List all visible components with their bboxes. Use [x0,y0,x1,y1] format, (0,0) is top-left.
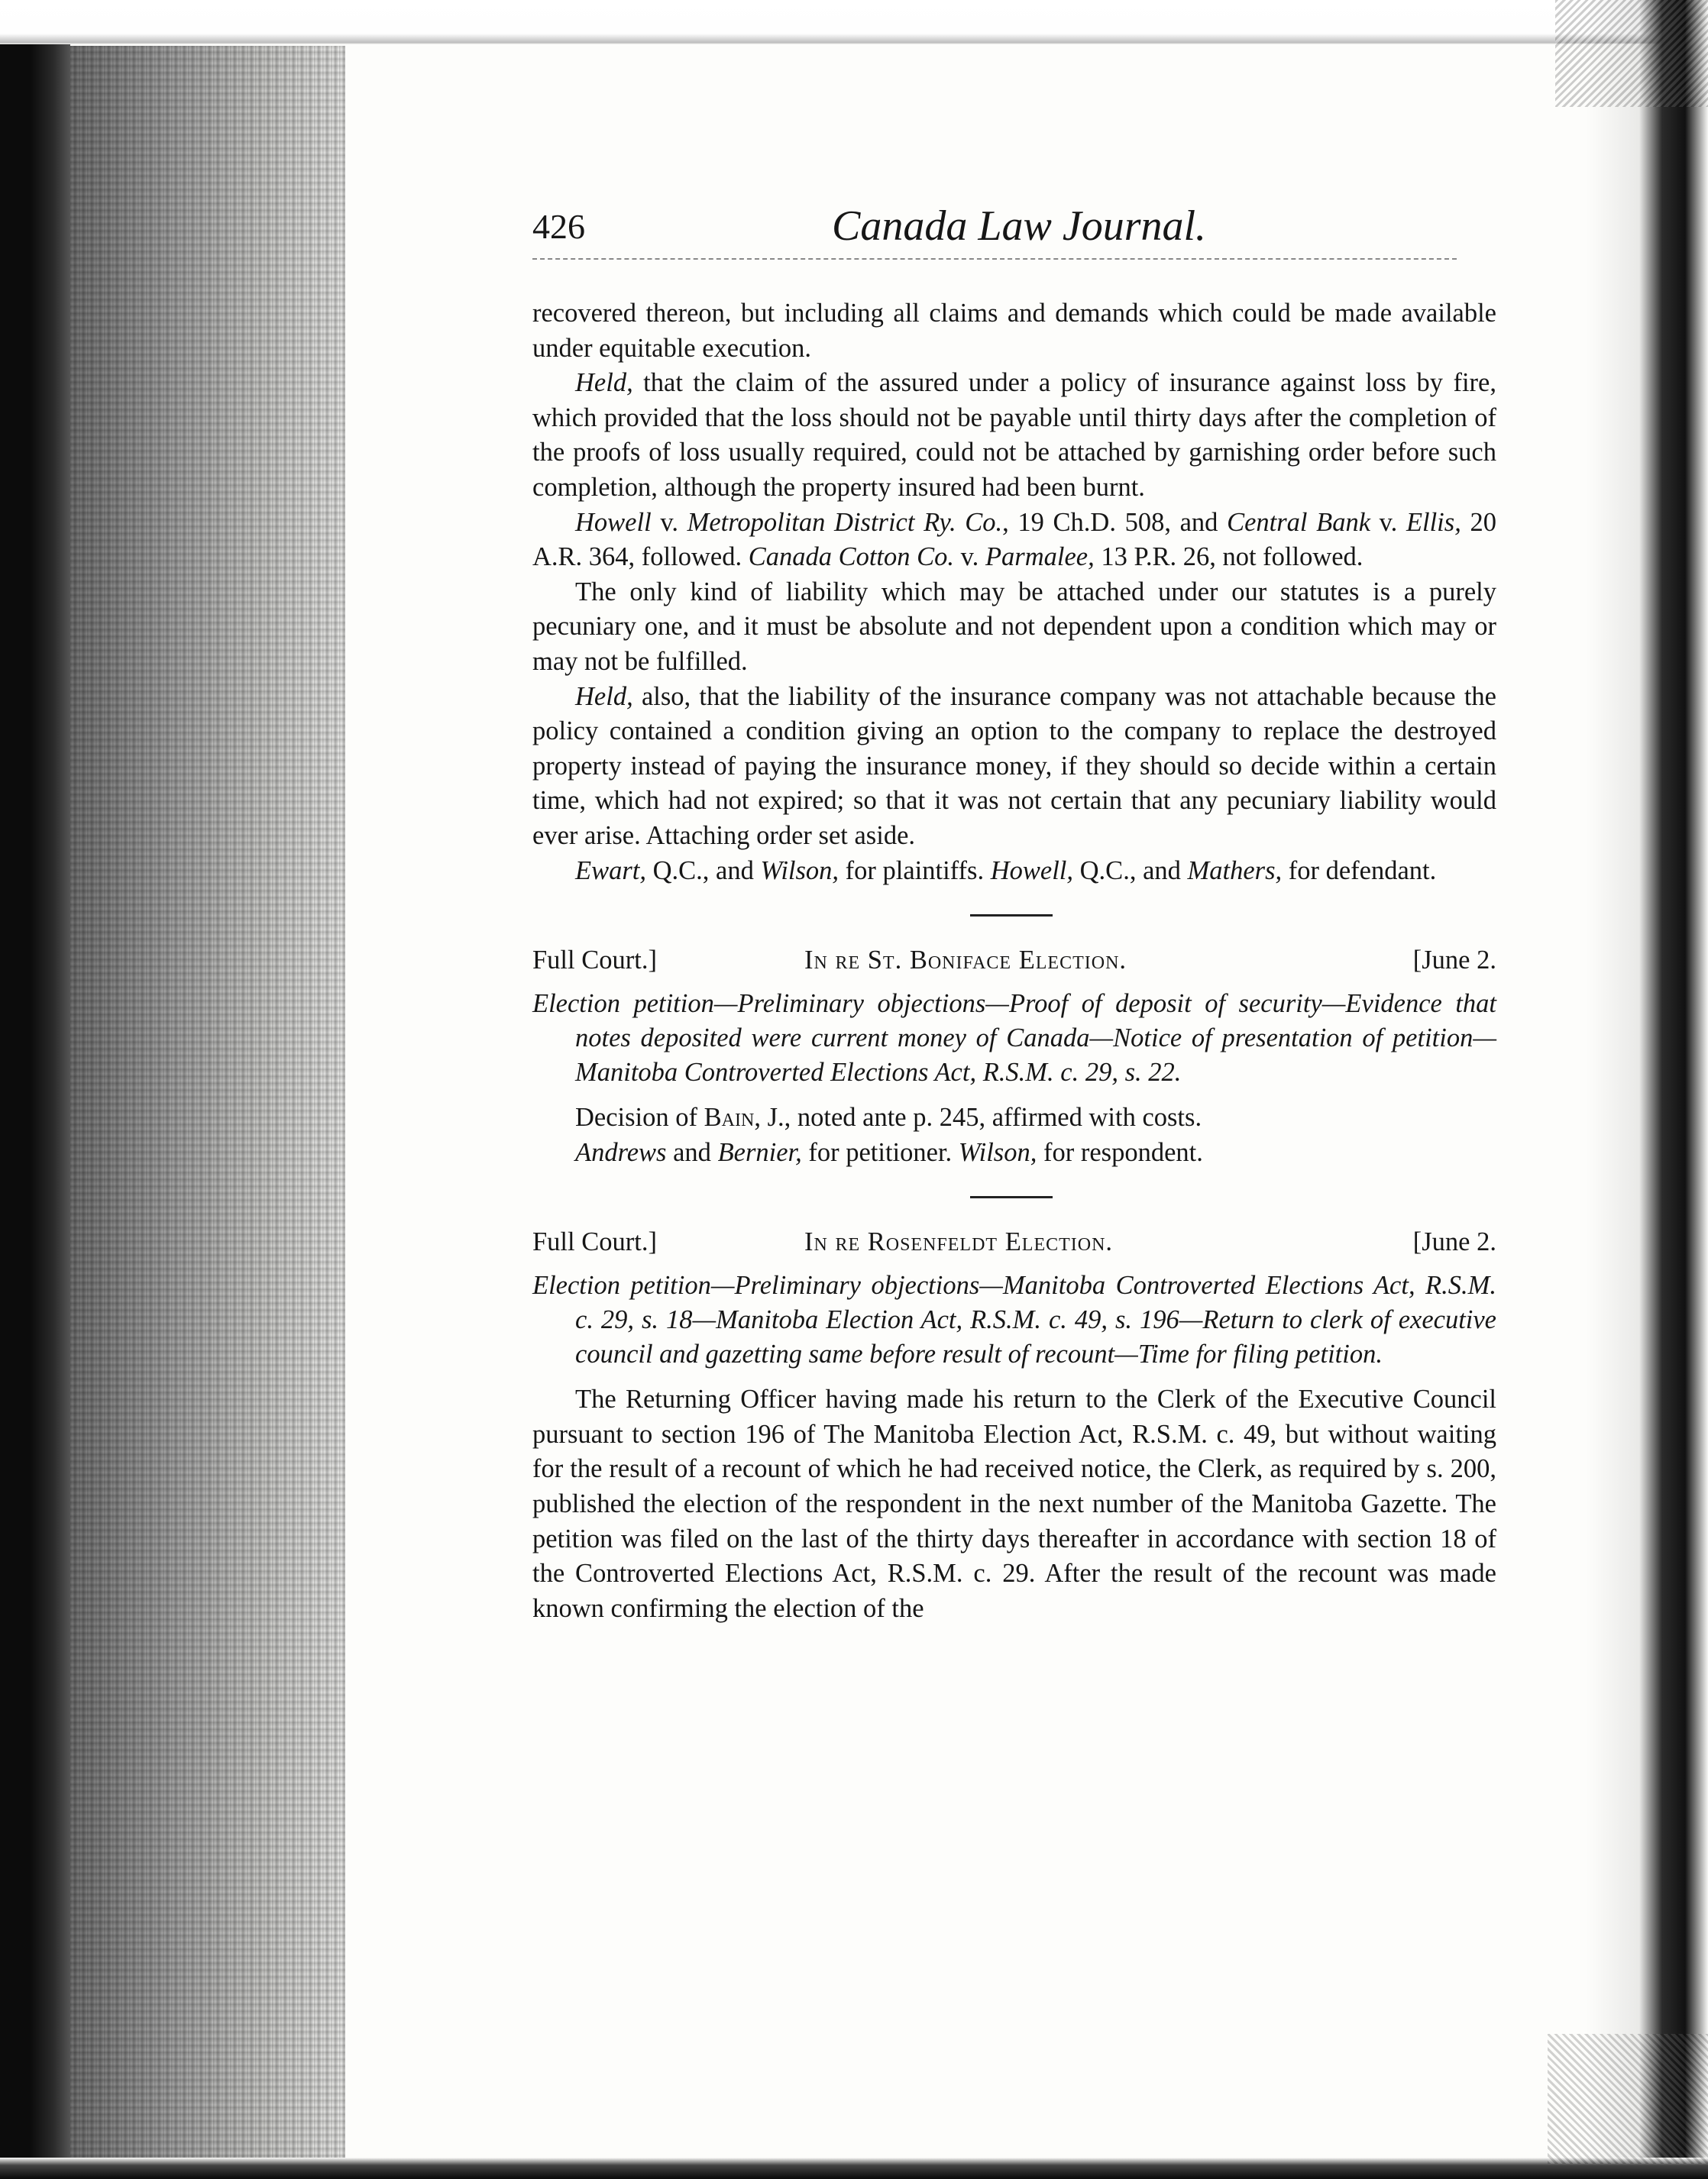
case-name: Central Bank [1227,507,1371,537]
counsel-name: Ewart, [575,855,646,885]
counsel-text: Q.C., and [1073,855,1188,885]
court-label: Full Court.] [532,1227,657,1257]
case-heading-rosenfeldt [532,1224,1496,1262]
counsel-text: Q.C., and [645,855,761,885]
counsel-name: Andrews [575,1137,667,1167]
counsel-text: for defendant. [1282,855,1437,885]
decision-text: Decision of [575,1103,704,1133]
book-binding-shadow [70,46,345,2179]
counsel-text: and [666,1137,718,1167]
paragraph-held-1 [532,366,1496,505]
case-body: The Returning Officer having made his return to the Clerk of the Executive Council pursuant to section 196 of The Manitoba Election Act, R.S.M. c. 49, but without waiting for the result of a recount of which he had received notice, the Clerk, as required by s. 200, published the election of the respondent in the next number of the Manitoba Gazette. The petition was filed on the last of the thirty days thereafter in accordance with section 18 of the Controverted Elections Act, R.S.M. c. 29. After the result of the recount was made known confirming the election of the [532,1385,1496,1623]
case-name: Metropolitan District Ry. Co. [687,507,1003,537]
case-date: [June 2. [1412,946,1496,975]
paragraph-citations [532,506,1496,575]
paragraph-held-2 [532,680,1496,854]
counsel-text: for plaintiffs. [839,855,991,885]
paragraph-continuation: recovered thereon, but including all claims and demands which could be made available under equitable execution. [532,299,1496,363]
judge-name: Bain [704,1103,755,1133]
case-date: [June 2. [1412,1227,1496,1257]
case-counsel [532,1136,1496,1171]
case-title: In re St. Boniface Election. [804,946,1127,975]
held-text: that the claim of the assured under a policy of insurance against loss by fire, which provided that the loss should not be payable until thirty days after the completion of the proofs of loss usually required, could not be attached by garnishing order before such completion, although the property insured had been burnt. [532,368,1496,502]
page-corner-top-right [1555,0,1708,107]
journal-page [532,197,1496,1626]
held-label: Held, [575,681,633,711]
counsel-text: for respondent. [1037,1137,1203,1167]
held-text: also, that the liability of the insurance company was not attachable because the policy contained a condition giving an option to the company to replace the destroyed property instead of paying the insurance money, if they should so decide within a certain time, which had not expired; so that it was not certain that any pecuniary liability would ever arise. Attaching order set aside. [532,681,1496,850]
counsel-name: Howell, [990,855,1074,885]
header-rule [532,258,1457,260]
page-corner-bottom-right [1548,2034,1708,2164]
counsel-name: Wilson, [958,1137,1037,1167]
scan-border-right [1586,0,1708,2179]
scan-border-left [0,0,70,2179]
counsel-name: Wilson, [760,855,839,885]
held-label: Held, [575,368,633,398]
running-title: Canada Law Journal. [832,202,1207,250]
page-number: 426 [532,207,585,246]
counsel-name: Mathers, [1187,855,1283,885]
court-label: Full Court.] [532,946,657,975]
case-name: Ellis, [1406,507,1461,537]
counsel-name: Bernier, [717,1137,802,1167]
citation-text: 13 P.R. 26, not followed. [1094,542,1363,572]
scan-border-bottom [0,2158,1708,2179]
decision-text: , J., noted ante p. 245, affirmed with costs. [754,1103,1202,1133]
citation-text: v. [651,507,687,537]
case-name: Canada Cotton Co. [748,542,955,572]
citation-text: v. [954,542,985,572]
case-heading-st-boniface [532,942,1496,981]
scan-border-top [0,0,1708,44]
counsel-text: for petitioner. [801,1137,959,1167]
case-name: Howell [575,507,652,537]
page-body [532,296,1496,1626]
case-headnote: Election petition—Preliminary objections—Manitoba Controverted Elections Act, R.S.M. c. 29, s. 18—Manitoba Election Act, R.S.M. c. 49, s. 196—Return to clerk of executive council and gazetting same before result of recount—Time for filing petition. [532,1271,1496,1369]
case-headnote: Election petition—Preliminary objections—Proof of deposit of security—Evidence that notes deposited were current money of Canada—Notice of presentation of petition—Manitoba Controverted Elections Act, R.S.M. c. 29, s. 22. [532,989,1496,1088]
page-header [532,197,1496,258]
section-separator [970,914,1053,917]
citation-text: v. [1370,507,1406,537]
citation-text: , 19 Ch.D. 508, and [1002,507,1228,537]
citation-text: 20 A.R. 364, followed. [532,507,1496,572]
case-name: Parmalee, [985,542,1095,572]
section-separator [970,1196,1053,1198]
case-decision [532,1101,1496,1136]
paragraph-counsel [532,854,1496,889]
case-title: In re Rosenfeldt Election. [804,1227,1114,1257]
paragraph-liability: The only kind of liability which may be attached under our statutes is a purely pecuniary one, and it must be absolute and not dependent upon a condition which may or may not be fulfilled. [532,577,1496,676]
